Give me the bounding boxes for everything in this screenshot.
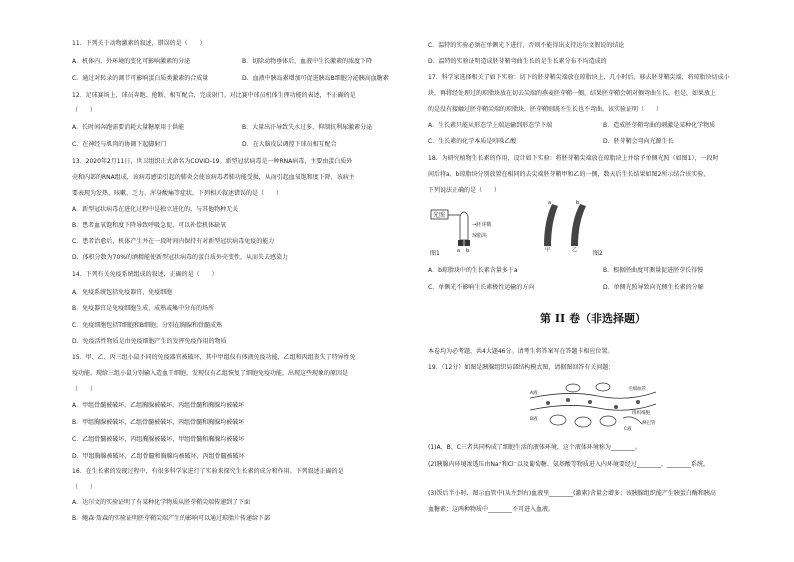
q11-option-b: B．切除动物垂体后，血液中生长激素的浓度下降 [242,58,373,65]
right-column [428,0,758,562]
q17-stem-line1: 17．科学家选择相关了如下实验：切下的胚芽鞘尖端放在琼脂块上，几小时后，移去胚芽鞘尖端，将琼脂块切成小 [428,74,730,81]
coleoptile-tip-shape [460,212,468,240]
q17-stem-line2: 块，再将经处理过的琼脂块放在切去尖端的燕麦胚芽鞘一侧，结果胚芽鞘会朝对侧弯曲生长。但是，如果放上 [428,90,717,97]
q12-option-b: B．大量出汗导致失水过多，抑制抗利尿激素分泌 [242,124,373,131]
label-tissue-cell: 组织细胞 [632,411,650,416]
fig1-light-label: 光照 [433,212,446,219]
q12-stem-line2: （ ） [72,107,97,114]
q17-option-b: B．造成胚芽鞘弯曲的刺激是某种化学物质 [603,122,716,129]
q14-option-b: B．免疫器官是免疫细胞生成、成熟或集中分布的场所 [72,305,215,312]
fig1-tip-label: →胚芽鞘 [472,222,492,228]
label-capillary: 毛细血管 [628,387,646,392]
q14-stem: 14．下列有关免疫系统组成的叙述，正确的是（ ） [72,271,218,278]
q16-option-c: C．温特的实验必须在单侧光下进行，否则不能得出支持达尔文假说的结论 [428,42,625,49]
blood-cell [546,401,550,405]
q17-stem-line3: 的是没有接触过胚芽鞘尖端的琼脂块，胚芽鞘则既不生长也不弯曲。该实验证明（ ） [428,106,663,113]
q14-option-a: A．免疫系统包括免疫器官、免疫细胞 [72,289,173,296]
tissue-cell [596,383,610,391]
q18-option-c: C．单侧光不影响生长素极性运输的方向 [428,284,535,291]
q16-stem-line2: （ ） [72,484,97,491]
q14-option-d: D．免疫活性物质是由免疫细胞产生的发挥免疫作用的物质 [72,338,227,345]
fig1-a-label: a [457,248,461,254]
coleoptile-jia-shape [544,204,558,246]
fig2-jia-label: 甲 [545,247,551,253]
q19-stem: 19．（12分）如图是胰腺组织局部结构模式图，请据图回答有关问题： [428,364,615,371]
fig1-block-label: 琼脂块 [472,233,488,239]
q17-option-a: A．生长素只能从形态学上端运输到形态学下端 [428,122,553,129]
q15-stem-line3: （ ） [72,386,97,393]
tissue-cell [566,384,580,392]
blood-cell [636,400,640,404]
q18-option-a: A．b琼脂块中的生长素含量多于a [428,267,518,274]
q11-option-c: C．通过对转录的调节可影响蛋白质类激素的合成量 [72,75,209,82]
q18-stem-line2: 间后将a、b琼脂块分别放置在相同的去尖端胚芽鞘甲和乙的一侧，数天后生长结果如图2所示结合该实验， [428,171,710,178]
q12-stem-line1: 12．足球赛场上，球员奔跑、抢断、相互配合，完成射门。对比赛中球员机体生理功能的表述，不正确的是 [72,92,356,99]
q16-stem-line1: 16．在生长素的发现过程中，有很多科学家进行了实验来探究生长素的成分和作用。下列叙述正确的是 [72,468,344,475]
q16-option-b: B．鲍森·詹森的实验证明胚芽鞘尖端产生的影响可以通过琼脂片传递给下部 [72,515,271,522]
q16-option-a: A．达尔文的实验证明了有某种化学物质从胚芽鞘尖端传递到了下面 [72,499,251,506]
q12-option-c: C．在神经与肌肉的协调下起脚射门 [72,141,167,148]
tissue-cell [575,417,591,427]
q15-stem-line2: 疫功能。现给三组小鼠分别输入造血干细胞，发现仅有乙组恢复了细胞免疫功能，出现这些现象的原因是 [72,370,349,377]
lymph-vessel-shape [623,417,642,424]
label-c-fluid: C液 [624,427,632,432]
q17-option-c: C．生长素的化学本质是吲哚乙酸 [428,138,517,145]
q15-option-b: B．甲组胸腺被破坏，乙组骨髓被破坏，丙组骨髓和胸腺均被破坏 [72,419,245,426]
blood-cell [588,400,592,404]
tissue-cell [550,415,566,425]
q11-stem: 11．下列关于动物激素的叙述，错误的是（ ） [72,40,206,47]
label-b-fluid: B液 [530,417,538,422]
tissue-cell [600,416,616,426]
fig1-b-label: b [466,248,470,254]
capillary-wall-top [530,392,656,398]
q18-stem-line1: 18．为研究植物生长素的作用，设计如下实验：将胚芽鞘尖端放在琼脂块上并给予单侧光照（如图1），一段时 [428,155,719,162]
fig2-b-label: b [576,200,580,206]
q19-sub-3-line2: 血糖素；这两种物质中________不可进入血液。 [428,506,555,513]
q15-stem-line1: 15．甲、乙、丙三组小鼠不同的免疫器官被破坏，其中甲组仅有体液免疫功能，乙组和丙组丧失了特异性免 [72,354,356,361]
label-lymph-vessel: 淋巴管 [642,421,656,426]
q13-option-a: A．新型冠状病毒在进化过程中是独立进化的，与其他物种无关 [72,206,239,213]
q16-option-d: D．温特的实验证明造成胚芽鞘弯曲生长的是生长素分布不均造成的 [428,58,607,65]
capillary-wall-bottom [530,404,656,410]
q13-stem-line1: 13．2020年2月11日，世卫组织正式命名为COVID-19。新型冠状病毒是一种RNA病毒，主要由蛋白质外 [72,158,353,165]
q18-stem-line3: 下列说法正确的是（ ） [428,187,501,194]
q13-option-d: D．体积分数为70%的酒精能使新型冠状病毒的蛋白质外壳变性，从而失去感染力 [72,254,288,261]
q18-option-b: B．根据胚曲度可测量促进胚芽长得慢 [603,267,704,274]
fig2-yi-label: 乙 [572,247,578,253]
coleoptile-yi-shape [571,204,586,246]
q12-option-d: D．在大脑皮层调控下球员相互配合 [242,141,337,148]
blood-cell [614,405,618,409]
label-a-fluid: A液 [530,391,538,396]
q11-option-d: D．血液中胰岛素增加可促进胰岛B细胞分泌胰高血糖素 [242,75,389,82]
q11-option-a: A．机体内、外环境的变化可影响激素的分泌 [72,58,191,65]
q19-sub-1: (1)A、B、C三者共同构成了细胞生活的液体环境，这个液体环境称为________。 [428,444,641,451]
figure-2-diagram [536,196,596,251]
blood-cell [566,398,570,402]
q19-sub-2: (2)胰腺内环境渗透压由Na⁺和Cl⁻以及葡萄糖、氨基酸等物质进入内环境要经过________、________系统。 [428,461,709,468]
q15-option-a: A．甲组骨髓被破坏，乙组胸腺被破坏，丙组骨髓和胸腺均被破坏 [72,402,245,409]
fig2-a-label: a [548,200,552,206]
section-title: 第 II 卷（非选择题） [540,312,646,325]
section-note: 本卷均为必考题，共4大题46分。请考生将答案写在答题卡相应位置。 [428,348,614,355]
q13-stem-line2: 壳和内部的RNA组成，该病毒感染引起的肺炎会使该病毒者肺功能受损，从而引起血氧饱和度下降，该病主 [72,174,355,181]
q13-stem-line3: 要表现为发热、咳嗽、乏力、浑身酸痛等症状。下列相关叙述错误的是（ ） [72,190,283,197]
q17-option-d: D．胚芽鞘会弯向光源生长 [603,138,674,145]
pancreas-tissue-diagram [528,380,658,432]
q12-option-a: A．长时间奔跑需要消耗大量糖原用于供能 [72,124,185,131]
figure-2-caption: 图2 [593,250,603,257]
q15-option-d: D．甲组胸腺被破坏，乙组骨髓和胸腺均被破坏，丙组骨髓被破坏 [72,453,245,460]
q15-option-c: C．乙组骨髓被破坏，丙组胸腺被破坏，甲组骨髓和胸腺均被破坏 [72,436,245,443]
q13-option-b: B．患者血氧饱和度下降导致呼吸急促，可以补偿机体缺氧 [72,222,227,229]
q19-sub-3-line1: (3)饭后半小时，图示血管中(从左到右)血液里________(激素)含量会增多；该胰腺组织能产生胰蛋白酶和胰高 [428,490,716,497]
q14-option-c: C．免疫细胞包括T细胞和B细胞，分别在胸腺和骨髓成熟 [72,322,222,329]
left-column [72,0,402,562]
figure-1-caption: 图1 [430,250,440,257]
q13-option-c: C．患者治愈后，机体产生并在一段时间内保持有对新型冠状病毒免疫的能力 [72,238,275,245]
q18-option-d: D．单侧光照导致向光侧生长素的分解 [603,284,704,291]
